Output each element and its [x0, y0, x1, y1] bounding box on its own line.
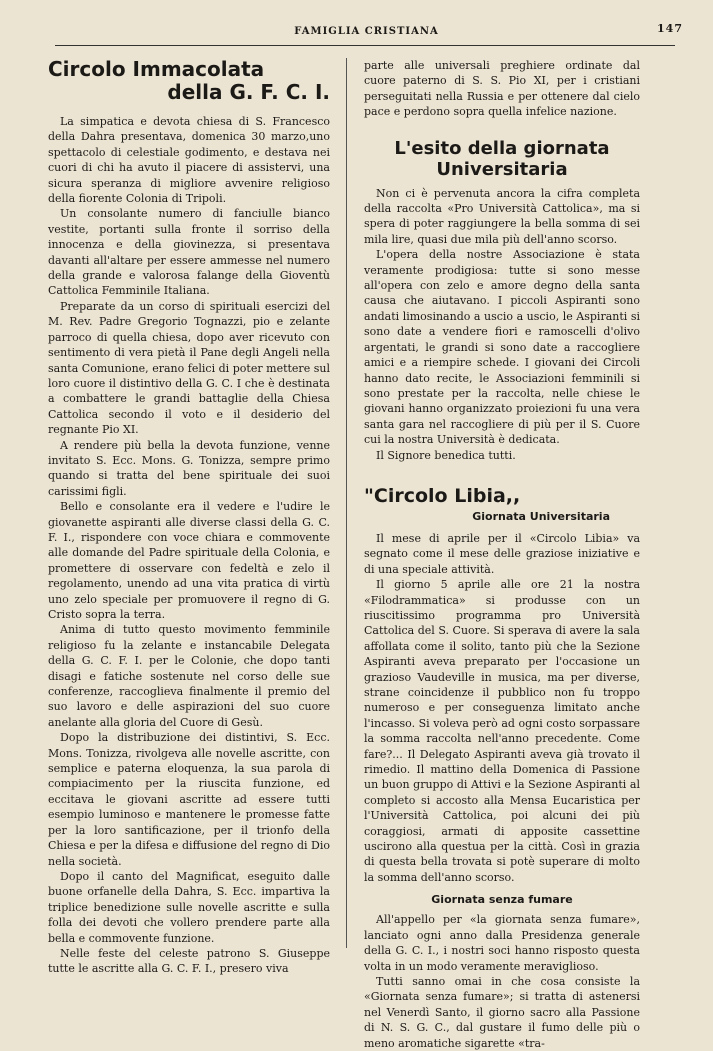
- title-line-2: della G. F. C. I.: [167, 80, 330, 104]
- article-body-senza-fumare: [364, 912, 640, 1051]
- page-number: 147: [657, 22, 683, 35]
- paragraph: Il giorno 5 aprile alle ore 21 la nostra «Filodrammatica» si produsse con un riuscitissimo programma pro Università Cattolica del S. Cuore. Si sperava di avere la sala affollata come il solito, tanto più che la Sezione Aspiranti aveva preparato per l'occasione un grazioso Vaudeville in musica, ma per diverse, strane coincidenze il pubblico non fu troppo numeroso e per conseguenza limitato anche l'incasso. Si voleva però ad ogni costo sorpassare la somma raccolta nell'anno precedente. Come fare?... Il Delegato Aspiranti aveva già trovato il rimedio. Il mattino della Domenica di Passione un buon gruppo di Attivi e la Sezione Aspiranti al completo si accosto alla Mensa Eucaristica per l'Università Cattolica, poi alcuni dei più coraggiosi, armati di apposite cassettine uscirono alla questua per la città. Così in grazia di questa bella trovata si potè superare di molto la somma dell'anno scorso.: [364, 578, 640, 884]
- paragraph: All'appello per «la giornata senza fumare», lanciato ogni anno dalla Presidenza generale della G. C. I., i nostri soci hanno risposto questa volta in un modo veramente meraviglioso.: [364, 913, 640, 973]
- section-subtitle-senza-fumare: Giornata senza fumare: [431, 893, 573, 907]
- paragraph: Dopo il canto del Magnificat, eseguito dalle buone orfanelle della Dahra, S. Ecc. impartiva la triplice benedizione sulle novelle ascritte e sulla folla dei devoti che vollero prendere parte alla bella e commovente funzione.: [48, 869, 330, 945]
- paragraph: Il Signore benedica tutti.: [376, 448, 516, 462]
- paragraph: Anima di tutto questo movimento femminile religioso fu la zelante e instancabile Delegata della G. C. F. I. per le Colonie, che dopo tanti disagi e fatiche sostenute nel corso delle sue conferenze, raccoglieva finalmente il premio del suo lavoro e delle aspirazioni del suo cuore anelante alla gloria del Cuore di Gesù.: [48, 623, 330, 729]
- left-column: [48, 58, 330, 977]
- paragraph: Non ci è pervenuta ancora la cifra completa della raccolta «Pro Università Cattolica», ma si spera di poter raggiungere la bella somma di sei mila lire, quasi due mila più dell'anno scorso.: [364, 186, 640, 246]
- paragraph: Nelle feste del celeste patrono S. Giuseppe tutte le ascritte alla G. C. F. I., presero viva: [48, 946, 330, 976]
- title-line-1: Circolo Immacolata: [48, 57, 265, 81]
- article-body-circolo-immacolata: [48, 114, 330, 977]
- article-title-circolo-immacolata: [48, 58, 330, 104]
- running-header: [50, 20, 683, 42]
- article-title-circolo-libia: "Circolo Libia,,: [364, 484, 521, 507]
- paragraph: Dopo la distribuzione dei distintivi, S. Ecc. Mons. Tonizza, rivolgeva alle novelle ascritte, con semplice e paterna eloquenza, la sua parola di compiacimento per la riuscita funzione, ed eccitava le giovani ascritte ad essere tutti esempio luminoso e mantenere le promesse fatte per la loro santificazione, per il trionfo della Chiesa e per la difesa e diffusione del regno di Dio nella società.: [48, 731, 330, 868]
- title-line-1: L'esito della giornata: [394, 137, 610, 159]
- paragraph: Bello e consolante era il vedere e l'udire le giovanette aspiranti alle diverse classi della G. C. F. I., rispondere con voce chiara e commovente alle domande del Padre spirituale della Colonia, e promettere di osservare con fedeltà e zelo il regolamento, unendo ad una vita pratica di virtù uno zelo speciale per promuovere il regno di G. Cristo sopra la terra.: [48, 500, 330, 621]
- paragraph: Preparate da un corso di spirituali esercizi del M. Rev. Padre Gregorio Tognazzi, pio e zelante parroco di quella chiesa, dopo aver ricevuto con sentimento di vera pietà il Pane degli Angeli nella santa Comunione, erano felici di poter mettere sul loro cuore il distintivo della G. C. I che è destinata a combattere le grandi battaglie della Chiesa Cattolica secondo il voto e il desiderio del regnante Pio XI.: [48, 299, 330, 437]
- paragraph: Il mese di aprile per il «Circolo Libia» va segnato come il mese delle graziose iniziative e di una speciale attività.: [364, 531, 640, 576]
- column-divider: [346, 58, 347, 948]
- paragraph: La simpatica e devota chiesa di S. Francesco della Dahra presentava, domenica 30 marzo,uno spettacolo di celestiale godimento, e destava nei cuori di chi ha avuto il piacere di assistervi, una sicura speranza di migliore avvenire religioso della fiorente Colonia di Tripoli.: [48, 115, 330, 206]
- article-body-circolo-libia: [364, 531, 640, 885]
- running-title: FAMIGLIA CRISTIANA: [294, 26, 439, 37]
- title-line-2: Universitaria: [436, 158, 568, 180]
- paragraph: L'opera della nostre Associazione è stata veramente prodigiosa: tutte si sono messe all'opera con zelo e amore degno della santa causa che aiutavano. I piccoli Aspiranti sono andati limosinando a uscio a uscio, le Aspiranti si sono date a vendere fiori e ramoscelli d'olivo argentati, le grandi si sono date a raccogliere amici e a riempire schede. I giovani dei Circoli hanno dato recite, le Associazioni femminili si sono prestate per la raccolta, nelle chiese le giovani hanno organizzato proiezioni fu una vera santa gara nel raccogliere di più per il S. Cuore cui la nostra Università è dedicata.: [364, 248, 640, 447]
- article-title-giornata-universitaria: [364, 138, 640, 180]
- paragraph: parte alle universali preghiere ordinate dal cuore paterno di S. S. Pio XI, per i cristiani perseguitati nella Russia e per ottenere dal cielo pace e perdono sopra quella infelice nazione.: [364, 59, 640, 119]
- article-body-giornata-universitaria: [364, 186, 640, 463]
- article-subtitle: Giornata Universitaria: [472, 509, 610, 523]
- paragraph: Tutti sanno omai in che cosa consiste la «Giornata senza fumare»; si tratta di astenersi nel Venerdì Santo, il giorno sacro alla Passione di N. S. G. C., dal gustare il fumo delle più o meno aromatiche sigarette «tra-: [364, 974, 640, 1050]
- header-rule: [55, 45, 675, 46]
- right-column: [364, 58, 640, 1051]
- paragraph: Un consolante numero di fanciulle bianco vestite, portanti sulla fronte il sorriso della innocenza e della giovinezza, si presentava davanti all'altare per essere ammesse nel numero della grande e valorosa falange della Gioventù Cattolica Femminile Italiana.: [48, 207, 330, 298]
- paragraph: A rendere più bella la devota funzione, venne invitato S. Ecc. Mons. G. Tonizza, sempre primo quando si tratta del bene spirituale dei suoi carissimi figli.: [48, 438, 330, 498]
- article-continuation: [364, 58, 640, 120]
